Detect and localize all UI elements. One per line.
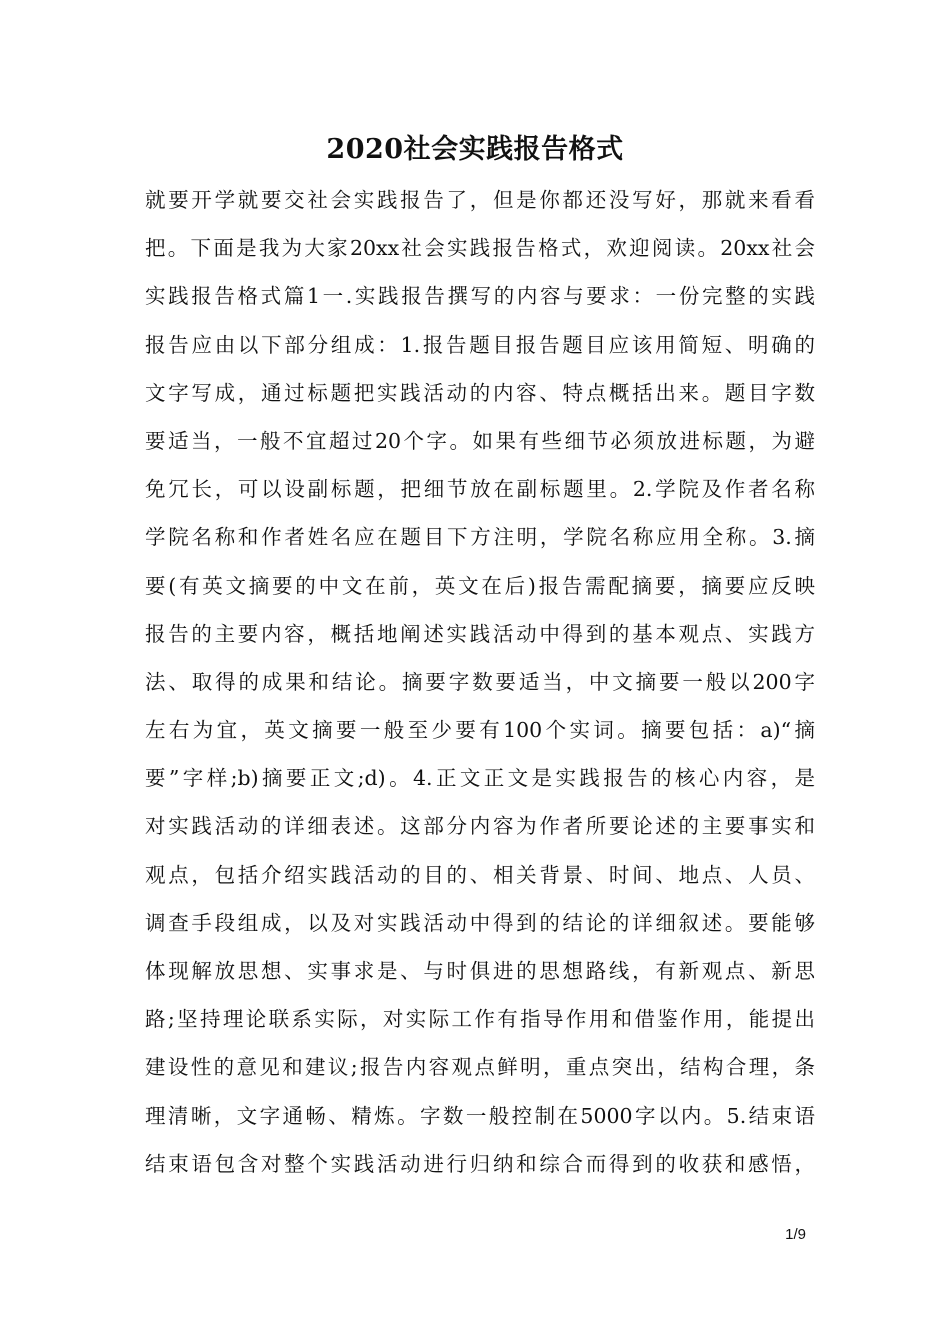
- body-line: 学院名称和作者姓名应在题目下方注明，学院名称应用全称。3.摘: [145, 525, 815, 550]
- body-line: 理清晰，文字通畅、精炼。字数一般控制在5000字以内。5.结束语: [145, 1103, 815, 1128]
- body-line: 就要开学就要交社会实践报告了，但是你都还没写好，那就来看看: [145, 188, 815, 212]
- body-line: 观点，包括介绍实践活动的目的、相关背景、时间、地点、人员、: [145, 862, 815, 887]
- body-line: 文字写成，通过标题把实践活动的内容、特点概括出来。题目字数: [145, 380, 815, 405]
- body-line: 体现解放思想、实事求是、与时俱进的思想路线，有新观点、新思: [145, 959, 815, 983]
- body-line: 调查手段组成，以及对实践活动中得到的结论的详细叙述。要能够: [145, 910, 815, 935]
- body-line: 路;坚持理论联系实际，对实际工作有指导作用和借鉴作用，能提出: [145, 1007, 815, 1032]
- body-line: 对实践活动的详细表述。这部分内容为作者所要论述的主要事实和: [145, 814, 815, 839]
- body-line: 建设性的意见和建议;报告内容观点鲜明，重点突出，结构合理，条: [145, 1055, 815, 1080]
- body-line: 报告的主要内容，概括地阐述实践活动中得到的基本观点、实践方: [145, 621, 815, 646]
- body-line: 把。下面是我为大家20xx社会实践报告格式，欢迎阅读。20xx社会: [145, 236, 815, 261]
- body-line: 免冗长，可以设副标题，把细节放在副标题里。2.学院及作者名称: [145, 477, 815, 502]
- body-line: 要(有英文摘要的中文在前，英文在后)报告需配摘要，摘要应反映: [145, 573, 815, 598]
- body-line: 左右为宜，英文摘要一般至少要有100个实词。摘要包括：a)“摘: [145, 718, 815, 743]
- document-body: [145, 180, 815, 1192]
- body-line: 结束语包含对整个实践活动进行归纳和综合而得到的收获和感悟，: [145, 1151, 815, 1176]
- body-line: 实践报告格式篇1一.实践报告撰写的内容与要求：一份完整的实践: [145, 284, 815, 309]
- document-title: 2020社会实践报告格式: [326, 134, 624, 165]
- body-line: 法、取得的成果和结论。摘要字数要适当，中文摘要一般以200字: [145, 669, 815, 694]
- page-number: 1/9: [785, 1226, 806, 1243]
- body-line: 要适当，一般不宜超过20个字。如果有些细节必须放进标题，为避: [145, 428, 815, 453]
- body-line: 要”字样;b)摘要正文;d)。4.正文正文是实践报告的核心内容，是: [145, 766, 815, 791]
- body-line: 报告应由以下部分组成：1.报告题目报告题目应该用简短、明确的: [145, 332, 815, 357]
